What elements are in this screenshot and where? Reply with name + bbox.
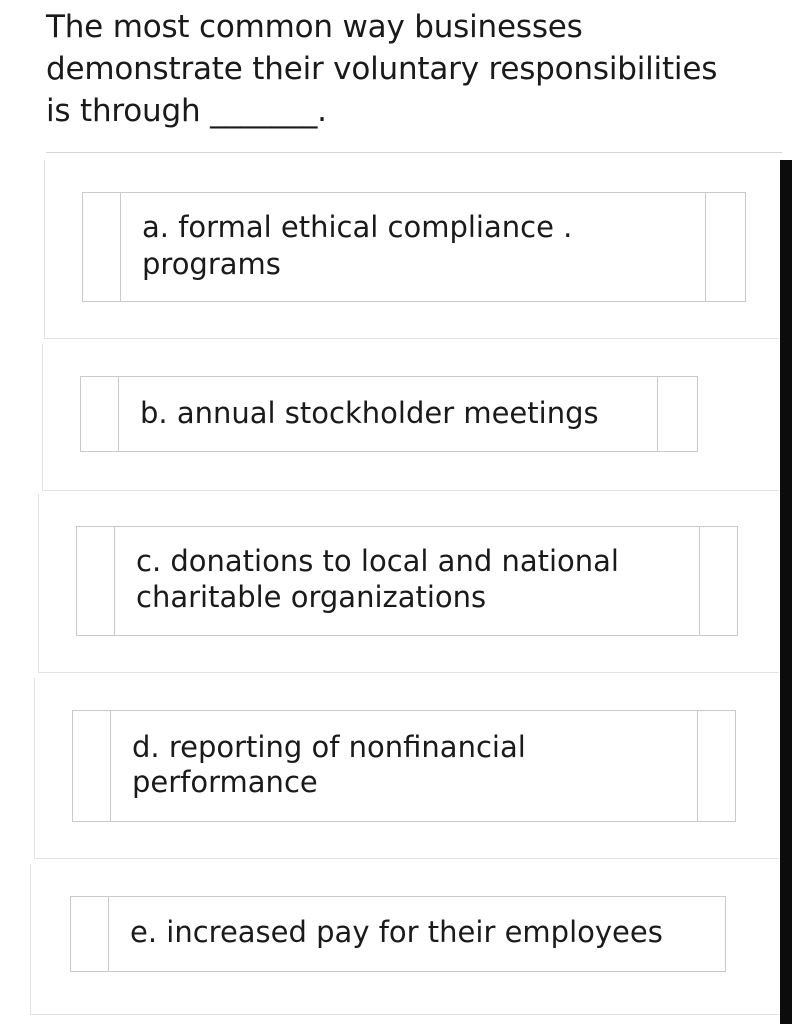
question-line-2: demonstrate their voluntary responsibilities	[46, 51, 718, 87]
option-c-end-cap	[699, 527, 701, 635]
page-edge	[780, 160, 792, 1024]
option-c-label-line-1: c. donations to local and national	[136, 544, 619, 578]
option-d-end-cap	[697, 711, 699, 821]
option-d-radio[interactable]	[73, 711, 111, 821]
option-c-radio[interactable]	[77, 527, 115, 635]
option-e-label: e. increased pay for their employees	[130, 915, 663, 949]
option-b-radio[interactable]	[81, 377, 119, 451]
option-a-label-line-1: a. formal ethical compliance .	[142, 210, 573, 244]
option-b-end-cap	[657, 377, 659, 451]
option-b-label: b. annual stockholder meetings	[140, 396, 599, 430]
question-line-3: is through _______.	[46, 93, 327, 129]
option-a-end-cap	[705, 193, 707, 301]
option-e-radio[interactable]	[71, 897, 109, 971]
option-e[interactable]	[70, 896, 726, 972]
question-line-1: The most common way businesses	[46, 9, 583, 45]
option-c[interactable]	[76, 526, 738, 636]
option-d-label-line-2: performance	[132, 765, 318, 799]
question-divider	[46, 152, 782, 153]
option-c-label-line-2: charitable organizations	[136, 580, 487, 614]
option-a-label-line-2: programs	[142, 247, 281, 281]
option-d[interactable]	[72, 710, 736, 822]
question-text	[46, 6, 766, 132]
separator-d-e	[92, 858, 724, 859]
option-b[interactable]	[80, 376, 698, 452]
option-a-radio[interactable]	[83, 193, 121, 301]
option-d-label-line-1: d. reporting of nonfinancial	[132, 730, 526, 764]
option-a[interactable]	[82, 192, 746, 302]
